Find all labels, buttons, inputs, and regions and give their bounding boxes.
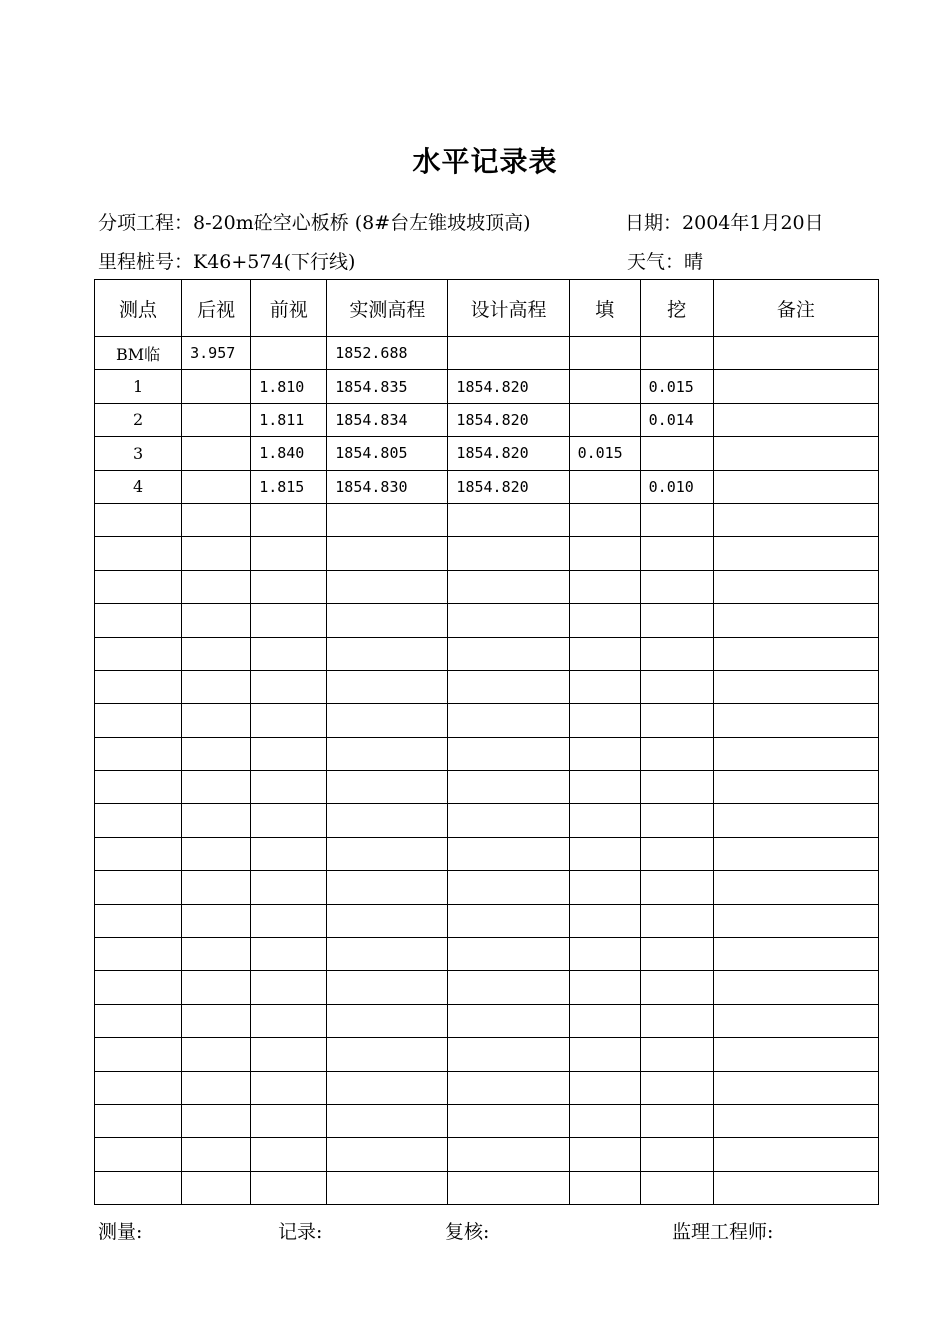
cell-backsight <box>182 470 251 503</box>
col-header-measured-elevation: 实测高程 <box>327 280 448 337</box>
cell-foresight <box>251 1171 327 1204</box>
cell-backsight <box>182 704 251 737</box>
cell-cut <box>640 704 713 737</box>
cell-fill <box>569 537 640 570</box>
cell-remarks <box>713 737 878 770</box>
cell-foresight <box>251 804 327 837</box>
cell-measured-elevation <box>327 904 448 937</box>
table-header-row <box>95 280 879 337</box>
cell-fill <box>569 403 640 436</box>
table-row-empty <box>95 570 879 603</box>
table-row-empty <box>95 537 879 570</box>
cell-remarks <box>713 938 878 971</box>
cell-measured-elevation: 1854.835 <box>327 370 448 403</box>
cell-design-elevation <box>448 637 569 670</box>
cell-cut <box>640 337 713 370</box>
date-label: 日期： <box>625 212 683 234</box>
table-row <box>95 403 879 436</box>
cell-backsight <box>182 637 251 670</box>
cell-station <box>95 871 182 904</box>
table-row-empty <box>95 938 879 971</box>
cell-fill <box>569 337 640 370</box>
date-line <box>625 208 824 235</box>
cell-backsight <box>182 370 251 403</box>
cell-design-elevation <box>448 804 569 837</box>
cell-fill <box>569 771 640 804</box>
table-row-empty <box>95 1138 879 1171</box>
cell-cut <box>640 737 713 770</box>
cell-measured-elevation <box>327 804 448 837</box>
cell-remarks <box>713 637 878 670</box>
table-row-empty <box>95 1071 879 1104</box>
cell-backsight <box>182 537 251 570</box>
cell-cut <box>640 570 713 603</box>
cell-cut: 0.010 <box>640 470 713 503</box>
cell-backsight <box>182 804 251 837</box>
cell-design-elevation <box>448 503 569 536</box>
cell-fill <box>569 1171 640 1204</box>
col-header-foresight: 前视 <box>251 280 327 337</box>
cell-station <box>95 704 182 737</box>
cell-fill <box>569 938 640 971</box>
cell-foresight <box>251 670 327 703</box>
cell-measured-elevation <box>327 704 448 737</box>
chainage-label: 里程桩号： <box>98 251 194 273</box>
cell-design-elevation <box>448 670 569 703</box>
cell-foresight <box>251 337 327 370</box>
table-row-empty <box>95 737 879 770</box>
cell-backsight <box>182 837 251 870</box>
cell-backsight: 3.957 <box>182 337 251 370</box>
cell-remarks <box>713 704 878 737</box>
cell-station <box>95 938 182 971</box>
cell-backsight <box>182 871 251 904</box>
cell-measured-elevation <box>327 1138 448 1171</box>
cell-measured-elevation <box>327 938 448 971</box>
cell-remarks <box>713 604 878 637</box>
cell-foresight <box>251 737 327 770</box>
cell-design-elevation <box>448 938 569 971</box>
col-header-backsight: 后视 <box>182 280 251 337</box>
cell-foresight: 1.810 <box>251 370 327 403</box>
cell-cut <box>640 938 713 971</box>
chainage-value: K46+574(下行线) <box>193 251 356 273</box>
cell-cut <box>640 904 713 937</box>
cell-design-elevation <box>448 1004 569 1037</box>
cell-measured-elevation: 1854.830 <box>327 470 448 503</box>
cell-fill <box>569 570 640 603</box>
cell-backsight <box>182 971 251 1004</box>
table-row-empty <box>95 1004 879 1037</box>
footer-survey: 测量: <box>98 1221 143 1243</box>
cell-fill <box>569 1004 640 1037</box>
table-row-empty <box>95 704 879 737</box>
cell-cut: 0.014 <box>640 403 713 436</box>
cell-foresight: 1.815 <box>251 470 327 503</box>
cell-design-elevation <box>448 1138 569 1171</box>
table-body <box>95 337 879 1205</box>
weather-label: 天气： <box>627 251 685 273</box>
cell-backsight <box>182 771 251 804</box>
table-row <box>95 337 879 370</box>
cell-remarks <box>713 1071 878 1104</box>
cell-station <box>95 837 182 870</box>
cell-station <box>95 1138 182 1171</box>
cell-station <box>95 1071 182 1104</box>
cell-cut <box>640 1138 713 1171</box>
cell-foresight <box>251 1038 327 1071</box>
cell-backsight <box>182 1004 251 1037</box>
cell-measured-elevation <box>327 670 448 703</box>
cell-fill <box>569 370 640 403</box>
cell-fill <box>569 1138 640 1171</box>
cell-design-elevation <box>448 904 569 937</box>
cell-cut <box>640 771 713 804</box>
cell-cut <box>640 1038 713 1071</box>
cell-remarks <box>713 570 878 603</box>
cell-station <box>95 1104 182 1137</box>
cell-measured-elevation <box>327 971 448 1004</box>
page-title: 水平记录表 <box>412 145 558 178</box>
cell-foresight <box>251 704 327 737</box>
footer-supervisor: 监理工程师: <box>672 1221 774 1243</box>
cell-cut <box>640 1171 713 1204</box>
cell-fill <box>569 1071 640 1104</box>
cell-station <box>95 971 182 1004</box>
cell-remarks <box>713 837 878 870</box>
table-row-empty <box>95 871 879 904</box>
cell-backsight <box>182 737 251 770</box>
cell-backsight <box>182 904 251 937</box>
cell-station <box>95 637 182 670</box>
cell-backsight <box>182 604 251 637</box>
cell-design-elevation <box>448 737 569 770</box>
weather-value: 晴 <box>684 251 704 273</box>
cell-measured-elevation <box>327 503 448 536</box>
cell-cut <box>640 637 713 670</box>
cell-design-elevation <box>448 537 569 570</box>
cell-remarks <box>713 503 878 536</box>
cell-design-elevation <box>448 1038 569 1071</box>
cell-measured-elevation <box>327 1004 448 1037</box>
col-header-design-elevation: 设计高程 <box>448 280 569 337</box>
cell-measured-elevation <box>327 537 448 570</box>
cell-station: 4 <box>95 470 182 503</box>
cell-station <box>95 737 182 770</box>
cell-foresight <box>251 871 327 904</box>
cell-remarks <box>713 403 878 436</box>
cell-cut <box>640 837 713 870</box>
cell-station: 3 <box>95 437 182 470</box>
cell-station <box>95 604 182 637</box>
cell-backsight <box>182 403 251 436</box>
col-header-station: 测点 <box>95 280 182 337</box>
cell-design-elevation <box>448 570 569 603</box>
cell-foresight <box>251 938 327 971</box>
cell-foresight <box>251 1004 327 1037</box>
cell-design-elevation: 1854.820 <box>448 403 569 436</box>
cell-remarks <box>713 1138 878 1171</box>
cell-remarks <box>713 337 878 370</box>
cell-cut <box>640 1004 713 1037</box>
chainage-line <box>98 247 355 274</box>
cell-fill <box>569 670 640 703</box>
cell-backsight <box>182 437 251 470</box>
cell-fill <box>569 637 640 670</box>
table-row-empty <box>95 604 879 637</box>
table-row-empty <box>95 1104 879 1137</box>
cell-foresight <box>251 637 327 670</box>
cell-station <box>95 804 182 837</box>
cell-station <box>95 1171 182 1204</box>
col-header-remarks: 备注 <box>713 280 878 337</box>
cell-cut <box>640 1104 713 1137</box>
table-row-empty <box>95 670 879 703</box>
cell-fill <box>569 604 640 637</box>
cell-remarks <box>713 804 878 837</box>
date-value: 2004年1月20日 <box>682 212 824 234</box>
cell-foresight <box>251 1071 327 1104</box>
cell-remarks <box>713 904 878 937</box>
cell-foresight <box>251 971 327 1004</box>
cell-measured-elevation: 1854.805 <box>327 437 448 470</box>
cell-foresight: 1.840 <box>251 437 327 470</box>
cell-design-elevation <box>448 771 569 804</box>
cell-foresight <box>251 604 327 637</box>
cell-design-elevation <box>448 1104 569 1137</box>
cell-station <box>95 503 182 536</box>
cell-cut <box>640 804 713 837</box>
cell-backsight <box>182 1171 251 1204</box>
cell-backsight <box>182 1071 251 1104</box>
table-row-empty <box>95 904 879 937</box>
cell-fill <box>569 737 640 770</box>
cell-backsight <box>182 503 251 536</box>
cell-measured-elevation <box>327 604 448 637</box>
cell-station <box>95 1038 182 1071</box>
cell-measured-elevation: 1852.688 <box>327 337 448 370</box>
cell-measured-elevation <box>327 1038 448 1071</box>
cell-fill <box>569 470 640 503</box>
cell-fill <box>569 971 640 1004</box>
cell-foresight <box>251 1138 327 1171</box>
cell-design-elevation: 1854.820 <box>448 437 569 470</box>
cell-station: 1 <box>95 370 182 403</box>
table-row-empty <box>95 1038 879 1071</box>
cell-fill <box>569 704 640 737</box>
cell-station <box>95 771 182 804</box>
cell-remarks <box>713 437 878 470</box>
cell-measured-elevation <box>327 1171 448 1204</box>
cell-backsight <box>182 570 251 603</box>
cell-cut <box>640 1071 713 1104</box>
cell-fill <box>569 871 640 904</box>
cell-station <box>95 570 182 603</box>
cell-design-elevation <box>448 971 569 1004</box>
cell-measured-elevation <box>327 871 448 904</box>
project-label: 分项工程： <box>98 212 194 234</box>
cell-design-elevation <box>448 337 569 370</box>
cell-remarks <box>713 370 878 403</box>
table-row-empty <box>95 637 879 670</box>
project-line <box>98 208 531 235</box>
cell-foresight <box>251 1104 327 1137</box>
table-row-empty <box>95 503 879 536</box>
cell-measured-elevation <box>327 837 448 870</box>
table-row-empty <box>95 771 879 804</box>
cell-measured-elevation <box>327 637 448 670</box>
cell-cut <box>640 971 713 1004</box>
table-row <box>95 370 879 403</box>
cell-fill <box>569 1104 640 1137</box>
footer-record: 记录: <box>278 1221 323 1243</box>
cell-remarks <box>713 1171 878 1204</box>
cell-remarks <box>713 1104 878 1137</box>
cell-measured-elevation <box>327 1104 448 1137</box>
col-header-cut: 挖 <box>640 280 713 337</box>
cell-cut <box>640 503 713 536</box>
col-header-fill: 填 <box>569 280 640 337</box>
cell-design-elevation <box>448 604 569 637</box>
cell-backsight <box>182 670 251 703</box>
cell-measured-elevation: 1854.834 <box>327 403 448 436</box>
cell-cut: 0.015 <box>640 370 713 403</box>
cell-remarks <box>713 771 878 804</box>
table-row-empty <box>95 1171 879 1204</box>
cell-fill <box>569 503 640 536</box>
project-value: 8-20m砼空心板桥 (8#台左锥坡坡顶高) <box>193 212 531 234</box>
cell-cut <box>640 670 713 703</box>
table-row <box>95 437 879 470</box>
table-row <box>95 470 879 503</box>
cell-design-elevation: 1854.820 <box>448 370 569 403</box>
cell-measured-elevation <box>327 737 448 770</box>
cell-foresight <box>251 837 327 870</box>
cell-station: 2 <box>95 403 182 436</box>
cell-station <box>95 670 182 703</box>
cell-fill <box>569 837 640 870</box>
cell-foresight <box>251 771 327 804</box>
cell-measured-elevation <box>327 1071 448 1104</box>
cell-remarks <box>713 871 878 904</box>
cell-remarks <box>713 537 878 570</box>
cell-cut <box>640 871 713 904</box>
cell-station: BM临 <box>95 337 182 370</box>
cell-fill <box>569 1038 640 1071</box>
table-row-empty <box>95 804 879 837</box>
cell-fill <box>569 904 640 937</box>
cell-cut <box>640 537 713 570</box>
cell-foresight <box>251 570 327 603</box>
cell-design-elevation <box>448 1071 569 1104</box>
cell-measured-elevation <box>327 771 448 804</box>
cell-design-elevation <box>448 871 569 904</box>
cell-remarks <box>713 971 878 1004</box>
cell-station <box>95 537 182 570</box>
cell-backsight <box>182 938 251 971</box>
cell-station <box>95 1004 182 1037</box>
table-row-empty <box>95 837 879 870</box>
cell-fill: 0.015 <box>569 437 640 470</box>
table-row-empty <box>95 971 879 1004</box>
leveling-record-table <box>94 279 879 1205</box>
cell-foresight: 1.811 <box>251 403 327 436</box>
footer-review: 复核: <box>445 1221 490 1243</box>
cell-design-elevation <box>448 704 569 737</box>
cell-remarks <box>713 1004 878 1037</box>
cell-fill <box>569 804 640 837</box>
cell-cut <box>640 437 713 470</box>
cell-backsight <box>182 1038 251 1071</box>
cell-foresight <box>251 537 327 570</box>
cell-design-elevation <box>448 1171 569 1204</box>
cell-design-elevation <box>448 837 569 870</box>
cell-cut <box>640 604 713 637</box>
cell-remarks <box>713 470 878 503</box>
cell-foresight <box>251 503 327 536</box>
cell-backsight <box>182 1104 251 1137</box>
cell-foresight <box>251 904 327 937</box>
cell-measured-elevation <box>327 570 448 603</box>
weather-line <box>627 247 703 274</box>
cell-backsight <box>182 1138 251 1171</box>
cell-design-elevation: 1854.820 <box>448 470 569 503</box>
cell-remarks <box>713 670 878 703</box>
cell-remarks <box>713 1038 878 1071</box>
cell-station <box>95 904 182 937</box>
